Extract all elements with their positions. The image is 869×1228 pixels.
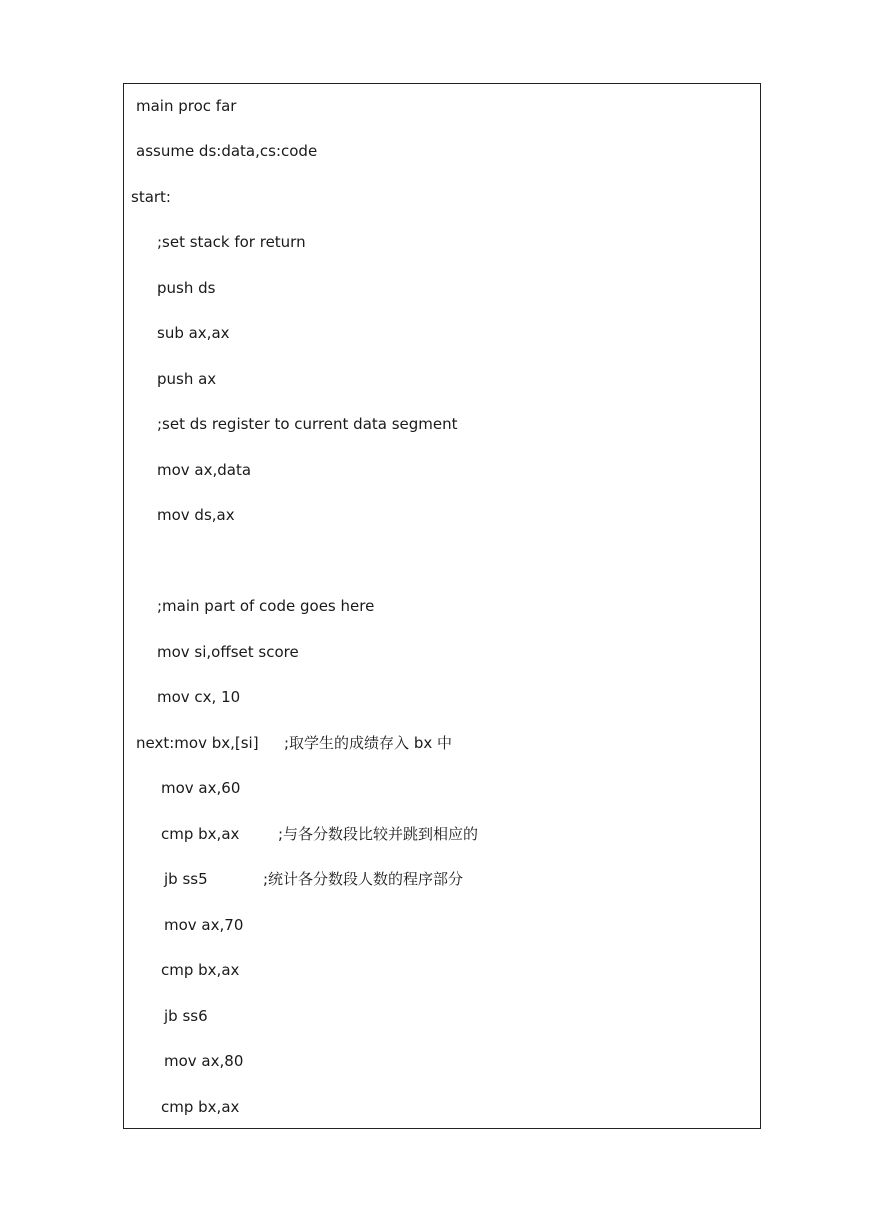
code-line: mov ax,80 xyxy=(164,1052,244,1070)
code-line: mov ax,data xyxy=(157,461,252,479)
code-line: cmp bx,ax xyxy=(161,961,240,979)
code-line: cmp bx,ax xyxy=(161,1098,240,1116)
code-line: mov ax,70 xyxy=(164,916,244,934)
code-line: assume ds:data,cs:code xyxy=(136,142,318,160)
code-comment: ;取学生的成绩存入 bx 中 xyxy=(284,734,452,752)
code-line: mov cx, 10 xyxy=(157,688,241,706)
code-comment: ;统计各分数段人数的程序部分 xyxy=(263,870,464,888)
code-line: ;set ds register to current data segment xyxy=(157,415,458,433)
code-line: mov ax,60 xyxy=(161,779,241,797)
code-line: ;set stack for return xyxy=(157,233,306,251)
code-line: next:mov bx,[si] xyxy=(136,734,259,752)
code-line: jb ss6 xyxy=(164,1007,208,1025)
code-line: push ds xyxy=(157,279,216,297)
code-line: sub ax,ax xyxy=(157,324,230,342)
code-comment: ;与各分数段比较并跳到相应的 xyxy=(278,825,479,843)
code-line: main proc far xyxy=(136,97,237,115)
code-line: cmp bx,ax xyxy=(161,825,240,843)
code-line: start: xyxy=(131,188,171,206)
code-line: mov ds,ax xyxy=(157,506,235,524)
code-line: jb ss5 xyxy=(164,870,208,888)
code-line: mov si,offset score xyxy=(157,643,299,661)
code-line: push ax xyxy=(157,370,217,388)
code-line: ;main part of code goes here xyxy=(157,597,375,615)
